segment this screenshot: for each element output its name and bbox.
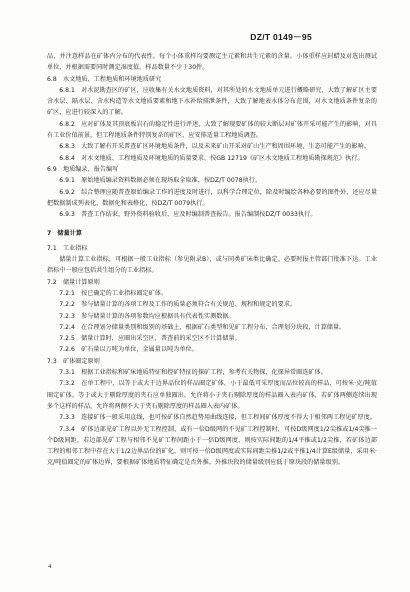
paragraph: 6.8.2 应对矿体及其顶底板岩石的稳定性进行评述，大致了解现要矿体的较大断层对矿体开采可能产生的影响，对具有工业价值前景，但工程地质条件特别复杂的矿区，应安排适量工程地质调查。 (47, 120, 377, 140)
paragraph: 7.3.2 在单工程中，以等于或大于边界品位的样品圈定矿体，小于最低可采厚度而品位较高的样品，可按米·克/吨值圈定矿体。等于或大于剔除厚度的夹石应单独圈出。允许将小于夹石剔除厚度的样品圈入表内矿体，若矿体两侧连续出现多个这样的样品，允许将两侧不大于夹石剔除厚度的样品圈入表内矿体。 (47, 380, 377, 410)
standard-code-header: DZ/T 0149－95 (250, 32, 312, 42)
paragraph: 6.9.3 普查工作结束，野外资料验收后，应及时编制普查报告。报告编制按DZ/T 0033执行。 (59, 211, 317, 219)
paragraph: 7.2.3 参与储量计算的各项参数均应根据具有代表性实测数据。 (59, 312, 235, 320)
chapter-heading: 7 储量计算 (47, 230, 83, 238)
paragraph: 6.8.3 大致了解有开采普查矿区环境地质条件，以及未来矿山开采对矿山生产和周围环境，生态可能产生的影响。 (59, 143, 370, 151)
paragraph: 7.2.5 储量计算时，应圈出采空区，普查前的采空区不计算储量。 (59, 335, 241, 343)
paragraph: 7.3.4 矿体边部见矿工程以外无工程控制，或有一倍D级网的不见矿工程控制时，可按D级网度1/2尖推或1/4尖推一个D级间距，若边部见矿工程与相邻不见矿工程间距小于一倍D级网度，则按实际间距的1/4平推或1/2尖推，若矿体边部工程的相邻工程中存在大于1/2边界品位的矿化，则可按一倍D级网度或实际间距尖推1/2或平推1/4计算E级储量，采用米·克/吨值圈定的矿体边界，要根据矿体地质特征确定是否外推。外推块段的储量级别应低于原块段的储量级别。 (47, 425, 377, 467)
paragraph: 7.3.3 连接矿体一般采用直线，也可按矿体自然趋势用曲线连接，但工程间矿体厚度不得大于相邻两工程见矿厚度。 (59, 414, 376, 422)
page-number: 4 (48, 563, 52, 570)
section-heading: 7.1 工业指标 (47, 244, 88, 252)
paragraph: 7.2.1 按已确定的工业指标圈定矿体。 (59, 289, 168, 297)
paragraph: 6.8.1 对水泥勘查区的矿区，应收集有关水文地质资料，对其所处的水文地质单元进行概略研究，大致了解矿区主要含水层、隔水层、含水构造等水文地质要素和地下水补给排泄条件，大致了解地表水体分布范围，对水文地质条件复杂的矿区，应进行较深入的了解。 (47, 86, 377, 117)
paragraph: 7.2.6 矿石量以万吨为单位，金属量以吨为单位。 (59, 346, 198, 354)
section-heading: 6.9 地质编录、报告编写 (47, 165, 119, 173)
section-heading: 7.2 储量计算原则 (47, 278, 100, 286)
paragraph: 储量计算工业指标，可根据一般工业指标（参见附录B），或与同类矿床类比确定。必要时报主管部门批准下达。工业指标中一般应包括共生组分的工业指标。 (47, 256, 377, 275)
section-heading: 7.3 矿体圈定原则 (47, 357, 100, 365)
paragraph: 7.2.2 参与储量计算的各项工程及工作的质量必须符合有关规范、规程和规定的要求。 (59, 301, 297, 309)
paragraph: 6.9.1 原始地质编录资料数据必须在现场取全取准，按DZ/T 0078执行。 (59, 177, 262, 185)
paragraph: 7.2.4 在合理划分储量类别和级别的基础上，根据矿石类型和见矿工程分布，合理划分块段，计算储量。 (59, 323, 346, 331)
paragraph: 品，并注意样品在矿体内分布的代表性。每个小体重样均要测定主元素和共生元素的含量。小体重样应封蜡及对选出测试单位，并根据需要同时测定湿度值。样品数量不少于30件。 (47, 53, 377, 72)
paragraph: 7.3.1 根据工业指标和矿床地质特征和控矿特征的探矿工程，参考有关物探、化探异常圈连矿体。 (59, 369, 327, 377)
section-heading: 6.8 水文地质、工程地质和环境地质研究 (47, 75, 162, 83)
document-body (47, 51, 377, 469)
paragraph: 6.9.2 综合整理应随普查原始编录工作的进度及时进行，以科学合理定位，除及时编绘各种必要的图件外，还应尽量把数据制成列表化、数据化和表格化，按DZ/T 0079执行。 (47, 188, 377, 207)
paragraph: 6.8.4 对水文地质、工程地质及环境地质的质量要求，按GB 12719《矿区水文地质工程地质勘探规范》执行。 (59, 154, 364, 162)
